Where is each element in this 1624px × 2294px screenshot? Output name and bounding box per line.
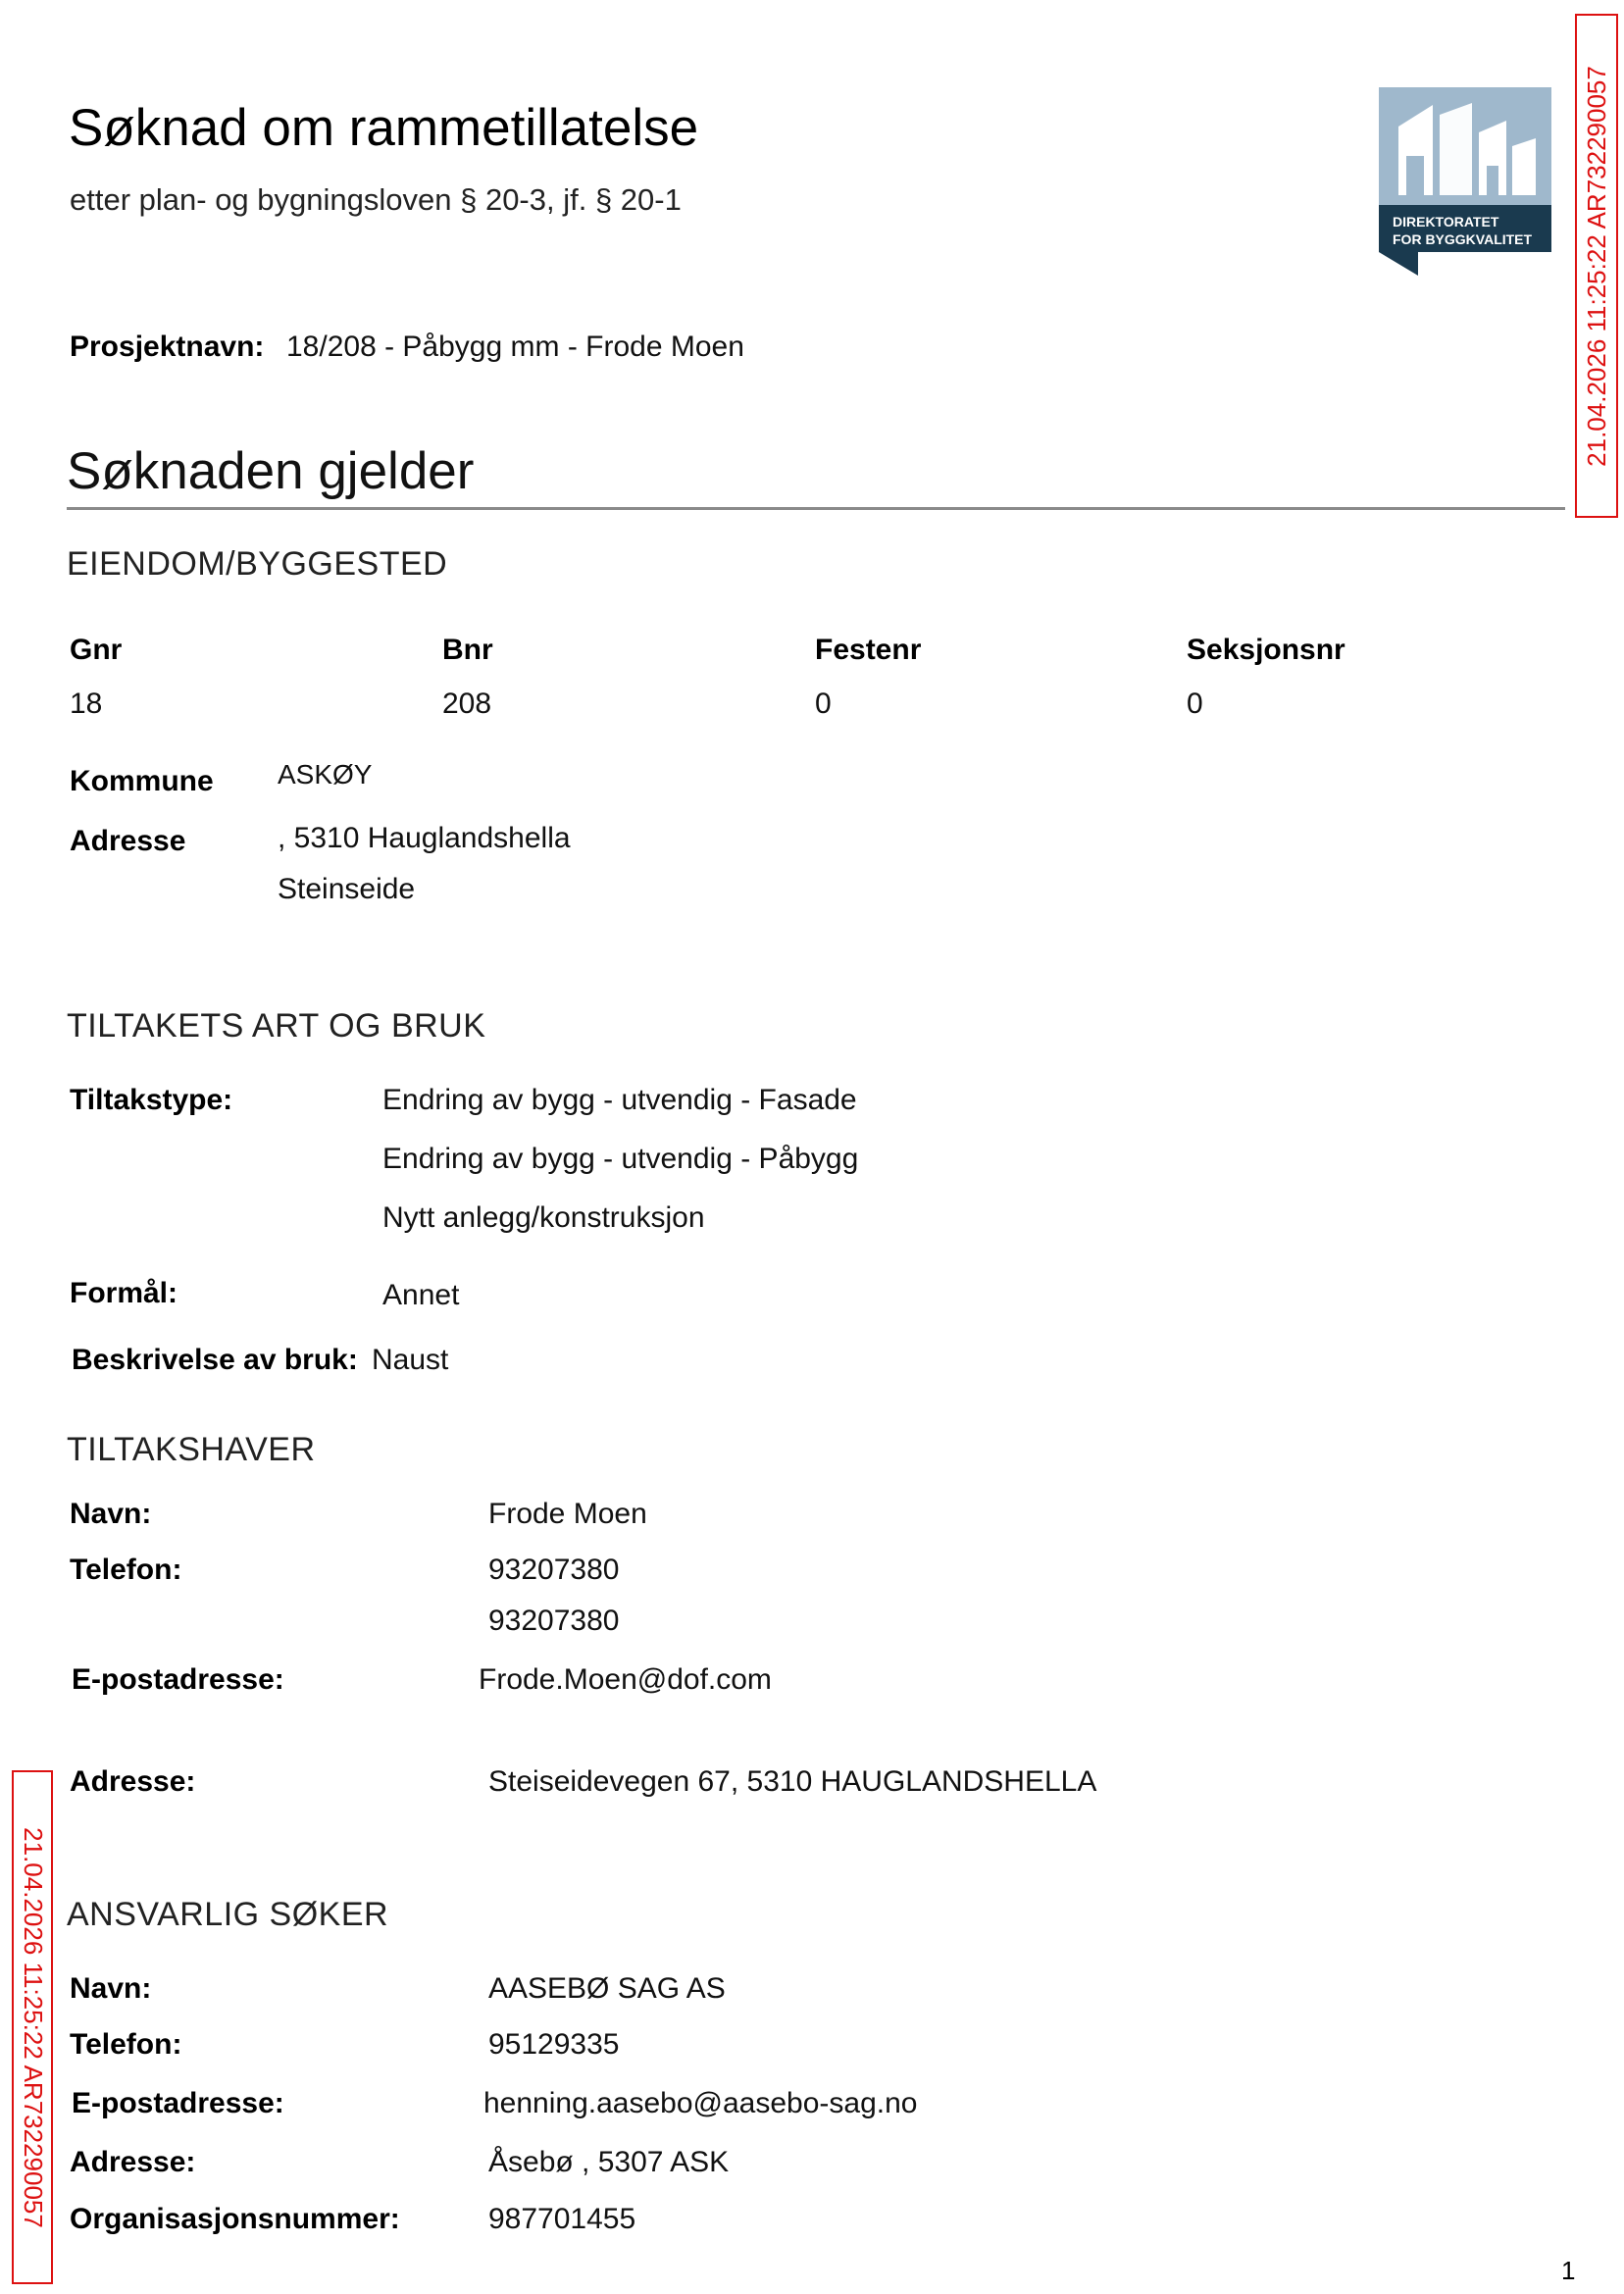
soker-adresse-label: Adresse: — [70, 2146, 196, 2178]
property-section-title: EIENDOM/BYGGESTED — [67, 545, 448, 583]
soker-telefon-value: 95129335 — [488, 2028, 620, 2061]
seksjonsnr-value: 0 — [1187, 688, 1203, 720]
logo-text-line1: DIREKTORATET — [1393, 214, 1499, 229]
timestamp-stamp-top — [1575, 14, 1618, 518]
tiltakshaver-telefon-value-1: 93207380 — [488, 1554, 620, 1586]
project-value: 18/208 - Påbygg mm - Frode Moen — [286, 331, 744, 363]
tiltakshaver-adresse-label: Adresse: — [70, 1765, 196, 1798]
tiltak-section-title: TILTAKETS ART OG BRUK — [67, 1007, 486, 1045]
timestamp-stamp-left — [12, 1770, 53, 2284]
adresse-value-line1: , 5310 Hauglandshella — [278, 822, 571, 854]
section-heading: Søknaden gjelder — [67, 442, 475, 500]
tiltakshaver-epost-value: Frode.Moen@dof.com — [479, 1663, 772, 1696]
project-label: Prosjektnavn: — [70, 331, 265, 363]
festenr-value: 0 — [815, 688, 832, 720]
soker-org-label: Organisasjonsnummer: — [70, 2203, 400, 2235]
logo-text-line2: FOR BYGGKVALITET — [1393, 231, 1533, 247]
stamp-text-left: 21.04.2026 11:25:22 AR732290057 — [18, 1826, 48, 2228]
document-subtitle: etter plan- og bygningsloven § 20-3, jf. § 20-1 — [70, 182, 682, 217]
tiltakshaver-epost-label: E-postadresse: — [72, 1663, 284, 1696]
dibk-logo — [1379, 87, 1551, 276]
heading-divider — [67, 507, 1565, 510]
tiltakstype-value-2: Endring av bygg - utvendig - Påbygg — [382, 1143, 859, 1175]
dibk-logo-icon — [1379, 87, 1551, 276]
soker-adresse-value: Åsebø , 5307 ASK — [488, 2146, 730, 2178]
tiltakshaver-navn-label: Navn: — [70, 1498, 152, 1530]
kommune-label: Kommune — [70, 765, 214, 797]
adresse-value-line2: Steinseide — [278, 873, 416, 905]
formal-label: Formål: — [70, 1277, 178, 1309]
tiltakshaver-section-title: TILTAKSHAVER — [67, 1431, 316, 1468]
bnr-label: Bnr — [442, 634, 493, 666]
soker-navn-value: AASEBØ SAG AS — [488, 1972, 726, 2005]
tiltakshaver-adresse-value: Steiseidevegen 67, 5310 HAUGLANDSHELLA — [488, 1765, 1097, 1798]
gnr-label: Gnr — [70, 634, 123, 666]
soker-navn-label: Navn: — [70, 1972, 152, 2005]
soker-telefon-label: Telefon: — [70, 2028, 182, 2061]
stamp-text-top: 21.04.2026 11:25:22 AR732290057 — [1581, 65, 1611, 467]
document-title: Søknad om rammetillatelse — [69, 99, 699, 157]
soker-epost-label: E-postadresse: — [72, 2087, 284, 2119]
soker-org-value: 987701455 — [488, 2203, 636, 2235]
tiltakstype-value-3: Nytt anlegg/konstruksjon — [382, 1201, 705, 1234]
tiltakstype-label: Tiltakstype: — [70, 1084, 233, 1116]
bruk-value: Naust — [372, 1344, 449, 1376]
formal-value: Annet — [382, 1279, 460, 1311]
soker-epost-value: henning.aasebo@aasebo-sag.no — [483, 2087, 918, 2119]
adresse-label: Adresse — [70, 825, 186, 857]
bruk-label: Beskrivelse av bruk: — [72, 1344, 358, 1376]
tiltakshaver-telefon-label: Telefon: — [70, 1554, 182, 1586]
festenr-label: Festenr — [815, 634, 922, 666]
kommune-value: ASKØY — [278, 759, 373, 790]
bnr-value: 208 — [442, 688, 492, 720]
page-number: 1 — [1561, 2256, 1576, 2285]
seksjonsnr-label: Seksjonsnr — [1187, 634, 1345, 666]
tiltakshaver-telefon-value-2: 93207380 — [488, 1605, 620, 1637]
tiltakshaver-navn-value: Frode Moen — [488, 1498, 647, 1530]
gnr-value: 18 — [70, 688, 103, 720]
soker-section-title: ANSVARLIG SØKER — [67, 1896, 389, 1933]
tiltakstype-value-1: Endring av bygg - utvendig - Fasade — [382, 1084, 857, 1116]
